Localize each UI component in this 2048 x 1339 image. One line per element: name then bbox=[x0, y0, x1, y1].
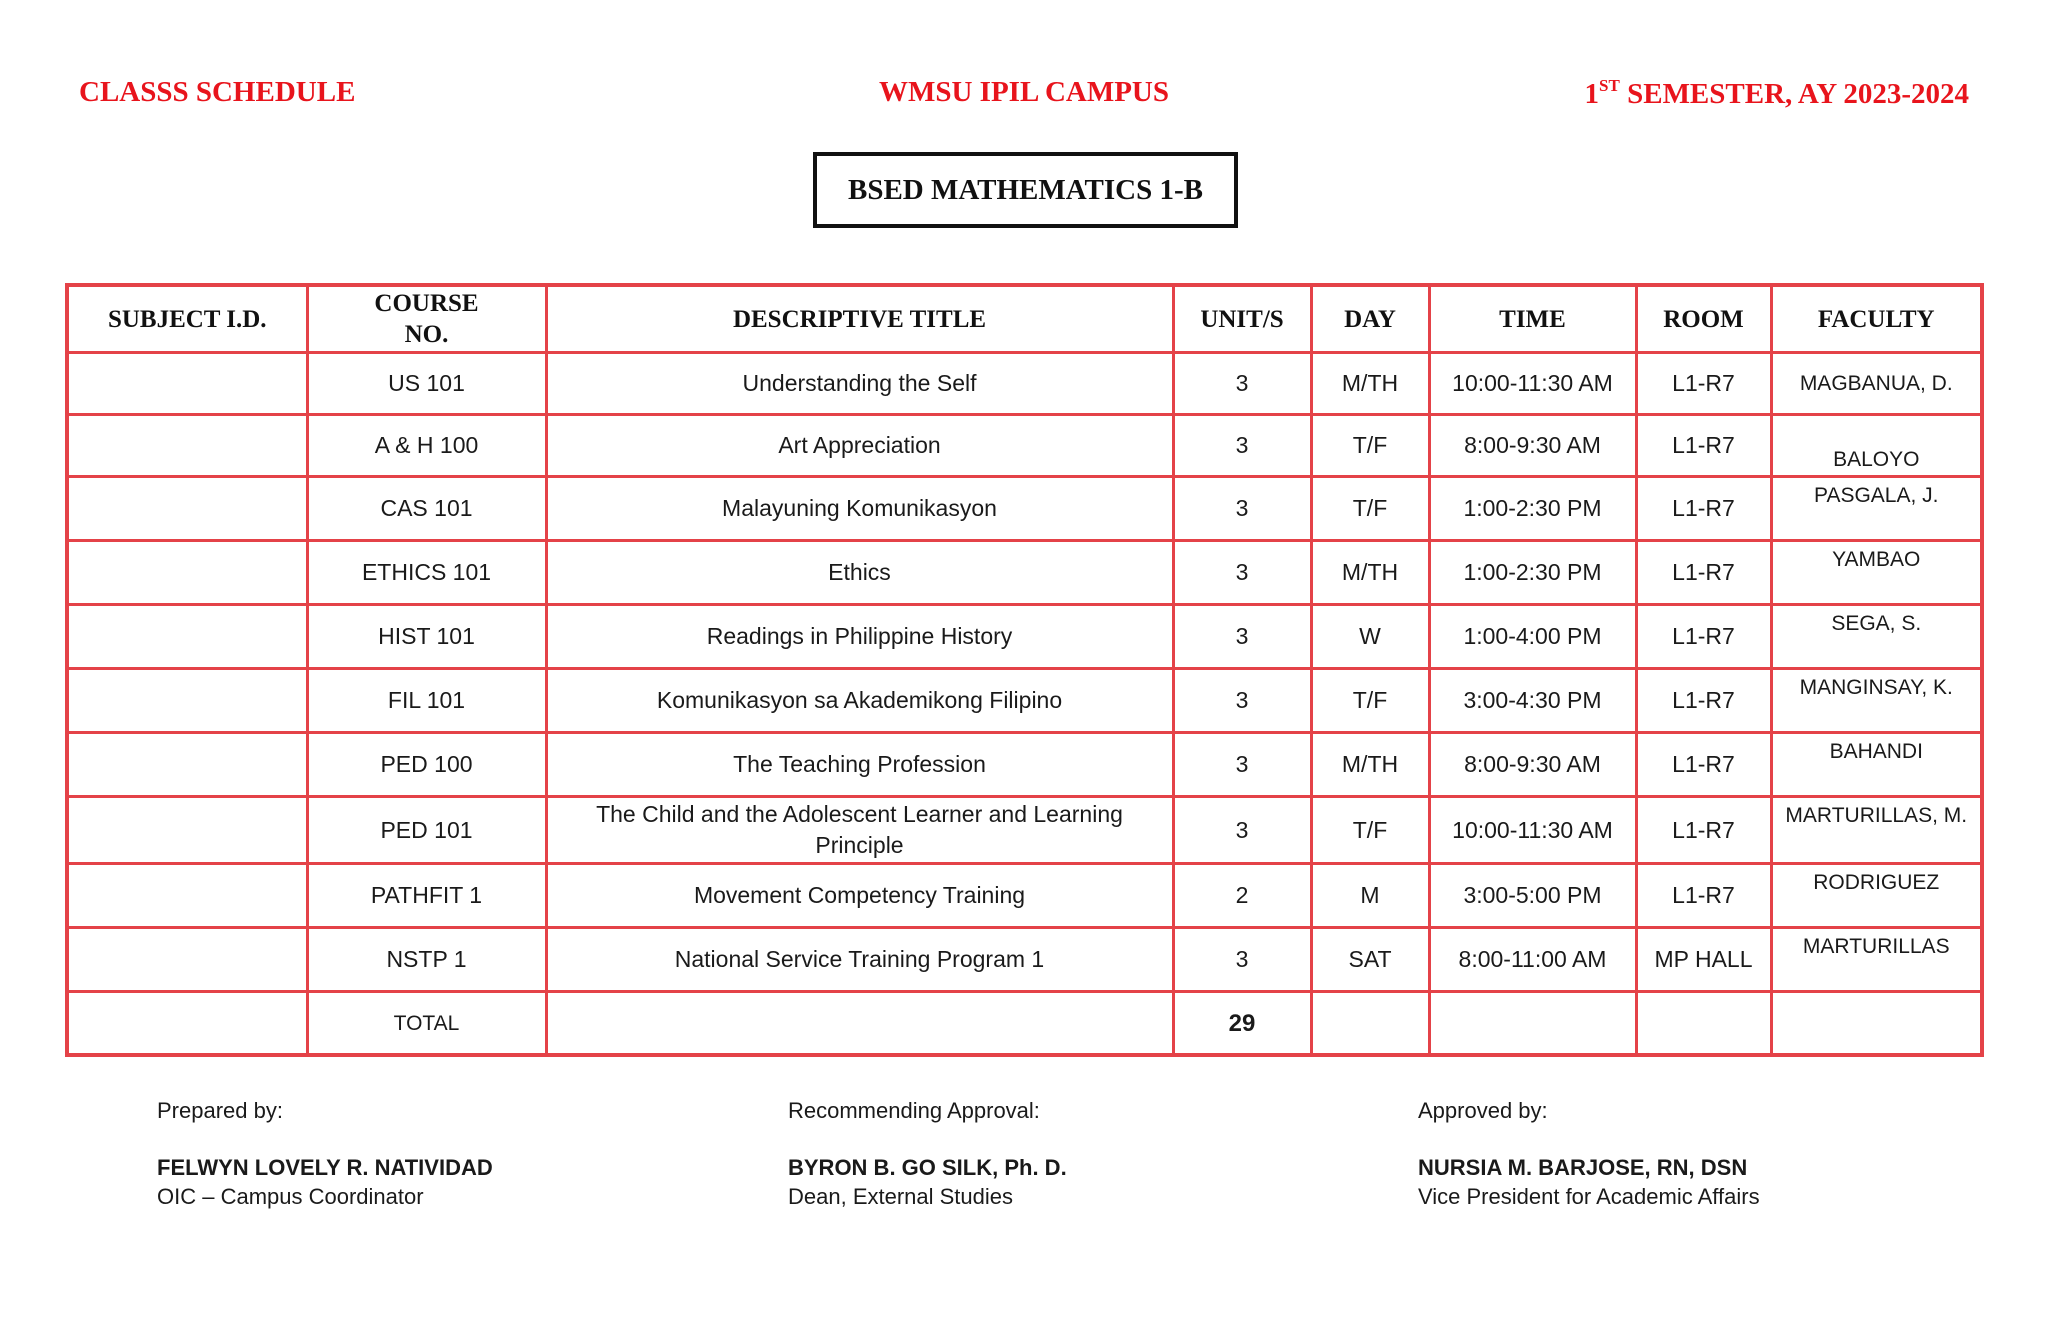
cell-course-no: HIST 101 bbox=[307, 605, 546, 669]
program-section-box bbox=[813, 152, 1238, 228]
cell-time: 1:00-2:30 PM bbox=[1429, 477, 1636, 541]
table-row bbox=[67, 415, 1982, 477]
cell-time: 10:00-11:30 AM bbox=[1429, 353, 1636, 415]
total-cell-faculty bbox=[1771, 992, 1982, 1056]
cell-title: Readings in Philippine History bbox=[546, 605, 1173, 669]
cell-title: The Teaching Profession bbox=[546, 733, 1173, 797]
cell-faculty: MARTURILLAS, M. bbox=[1771, 797, 1982, 864]
header-faculty: FACULTY bbox=[1771, 285, 1982, 353]
cell-room: L1-R7 bbox=[1636, 797, 1771, 864]
cell-faculty: MANGINSAY, K. bbox=[1771, 669, 1982, 733]
cell-title: The Child and the Adolescent Learner and Learning Principle bbox=[546, 797, 1173, 864]
total-cell-room bbox=[1636, 992, 1771, 1056]
table-row bbox=[67, 669, 1982, 733]
cell-title: Malayuning Komunikasyon bbox=[546, 477, 1173, 541]
cell-subject-id bbox=[67, 864, 307, 928]
cell-units: 3 bbox=[1173, 669, 1311, 733]
cell-time: 8:00-9:30 AM bbox=[1429, 415, 1636, 477]
cell-units: 3 bbox=[1173, 477, 1311, 541]
campus-name: WMSU IPIL CAMPUS bbox=[878, 76, 1169, 108]
cell-course-no: US 101 bbox=[307, 353, 546, 415]
cell-time: 8:00-11:00 AM bbox=[1429, 928, 1636, 992]
total-label bbox=[307, 992, 546, 1056]
cell-day: T/F bbox=[1311, 415, 1429, 477]
table-header-row bbox=[67, 285, 1982, 353]
table-row bbox=[67, 864, 1982, 928]
semester-ordinal: ST bbox=[1599, 76, 1620, 95]
cell-room: L1-R7 bbox=[1636, 353, 1771, 415]
cell-course-no: ETHICS 101 bbox=[307, 541, 546, 605]
cell-day: SAT bbox=[1311, 928, 1429, 992]
signatory-position: Vice President for Academic Affairs bbox=[1418, 1184, 1760, 1209]
cell-faculty: MAGBANUA, D. bbox=[1771, 353, 1982, 415]
header-course-no-line1: COURSE bbox=[374, 290, 479, 317]
cell-title: National Service Training Program 1 bbox=[546, 928, 1173, 992]
semester-label bbox=[1585, 76, 1969, 111]
cell-day: M/TH bbox=[1311, 541, 1429, 605]
cell-course-no: A & H 100 bbox=[307, 415, 546, 477]
cell-room: L1-R7 bbox=[1636, 605, 1771, 669]
cell-course-no: CAS 101 bbox=[307, 477, 546, 541]
cell-units: 3 bbox=[1173, 797, 1311, 864]
header-room: ROOM bbox=[1636, 285, 1771, 353]
header-subject-id: SUBJECT I.D. bbox=[67, 285, 307, 353]
cell-subject-id bbox=[67, 797, 307, 864]
signatory-name: NURSIA M. BARJOSE, RN, DSN bbox=[1418, 1155, 1748, 1180]
table-row bbox=[67, 928, 1982, 992]
semester-year: SEMESTER, AY 2023-2024 bbox=[1619, 78, 1969, 110]
table-row bbox=[67, 353, 1982, 415]
cell-faculty: BALOYO bbox=[1771, 415, 1982, 477]
cell-time: 10:00-11:30 AM bbox=[1429, 797, 1636, 864]
cell-room: L1-R7 bbox=[1636, 733, 1771, 797]
cell-title: Komunikasyon sa Akademikong Filipino bbox=[546, 669, 1173, 733]
document-title: CLASSS SCHEDULE bbox=[79, 76, 356, 108]
cell-faculty: YAMBAO bbox=[1771, 541, 1982, 605]
signatory-role: Recommending Approval: bbox=[788, 1098, 1040, 1123]
cell-units: 3 bbox=[1173, 541, 1311, 605]
cell-day: M/TH bbox=[1311, 733, 1429, 797]
cell-day: M/TH bbox=[1311, 353, 1429, 415]
cell-course-no: FIL 101 bbox=[307, 669, 546, 733]
cell-subject-id bbox=[67, 928, 307, 992]
total-cell-subject-id bbox=[67, 992, 307, 1056]
table-row bbox=[67, 477, 1982, 541]
signatory-position: Dean, External Studies bbox=[788, 1184, 1014, 1209]
header-course-no bbox=[307, 285, 546, 353]
signatory-recommending-approval bbox=[788, 1096, 1067, 1211]
cell-course-no: PATHFIT 1 bbox=[307, 864, 546, 928]
cell-title: Ethics bbox=[546, 541, 1173, 605]
cell-units: 3 bbox=[1173, 928, 1311, 992]
signatory-role: Approved by: bbox=[1418, 1098, 1548, 1123]
cell-room: L1-R7 bbox=[1636, 477, 1771, 541]
table-row bbox=[67, 733, 1982, 797]
cell-subject-id bbox=[67, 353, 307, 415]
signatory-role: Prepared by: bbox=[157, 1098, 283, 1123]
cell-course-no: NSTP 1 bbox=[307, 928, 546, 992]
cell-subject-id bbox=[67, 477, 307, 541]
semester-number: 1 bbox=[1584, 78, 1600, 110]
signatory-position: OIC – Campus Coordinator bbox=[157, 1184, 424, 1209]
table-row bbox=[67, 541, 1982, 605]
cell-time: 3:00-5:00 PM bbox=[1429, 864, 1636, 928]
class-schedule-table bbox=[65, 283, 1984, 1057]
cell-room: MP HALL bbox=[1636, 928, 1771, 992]
cell-day: T/F bbox=[1311, 477, 1429, 541]
header-descriptive-title: DESCRIPTIVE TITLE bbox=[546, 285, 1173, 353]
program-section-label: BSED MATHEMATICS 1-B bbox=[847, 173, 1204, 206]
total-row bbox=[67, 992, 1982, 1056]
cell-units: 3 bbox=[1173, 353, 1311, 415]
cell-units: 2 bbox=[1173, 864, 1311, 928]
total-cell-time bbox=[1429, 992, 1636, 1056]
header-day: DAY bbox=[1311, 285, 1429, 353]
signatory-name: BYRON B. GO SILK, Ph. D. bbox=[788, 1155, 1067, 1180]
cell-units: 3 bbox=[1173, 733, 1311, 797]
total-cell-day bbox=[1311, 992, 1429, 1056]
cell-units: 3 bbox=[1173, 415, 1311, 477]
cell-course-no: PED 101 bbox=[307, 797, 546, 864]
cell-title: Art Appreciation bbox=[546, 415, 1173, 477]
cell-room: L1-R7 bbox=[1636, 864, 1771, 928]
cell-subject-id bbox=[67, 541, 307, 605]
header-units: UNIT/S bbox=[1173, 285, 1311, 353]
signatory-prepared-by bbox=[157, 1096, 493, 1211]
signatory-name: FELWYN LOVELY R. NATIVIDAD bbox=[157, 1155, 493, 1180]
total-units bbox=[1173, 992, 1311, 1056]
cell-subject-id bbox=[67, 415, 307, 477]
cell-faculty: SEGA, S. bbox=[1771, 605, 1982, 669]
cell-units: 3 bbox=[1173, 605, 1311, 669]
cell-time: 8:00-9:30 AM bbox=[1429, 733, 1636, 797]
cell-faculty: BAHANDI bbox=[1771, 733, 1982, 797]
cell-title: Understanding the Self bbox=[546, 353, 1173, 415]
cell-faculty: RODRIGUEZ bbox=[1771, 864, 1982, 928]
cell-time: 1:00-2:30 PM bbox=[1429, 541, 1636, 605]
signatory-approved-by bbox=[1418, 1096, 1760, 1211]
cell-course-no: PED 100 bbox=[307, 733, 546, 797]
cell-day: W bbox=[1311, 605, 1429, 669]
cell-room: L1-R7 bbox=[1636, 415, 1771, 477]
total-cell-title bbox=[546, 992, 1173, 1056]
cell-time: 1:00-4:00 PM bbox=[1429, 605, 1636, 669]
cell-title: Movement Competency Training bbox=[546, 864, 1173, 928]
cell-day: M bbox=[1311, 864, 1429, 928]
header-time: TIME bbox=[1429, 285, 1636, 353]
cell-day: T/F bbox=[1311, 797, 1429, 864]
table-row bbox=[67, 605, 1982, 669]
cell-subject-id bbox=[67, 733, 307, 797]
cell-faculty: MARTURILLAS bbox=[1771, 928, 1982, 992]
header-course-no-line2: NO. bbox=[404, 321, 449, 348]
cell-day: T/F bbox=[1311, 669, 1429, 733]
total-label-text: TOTAL bbox=[393, 1012, 460, 1035]
cell-faculty: PASGALA, J. bbox=[1771, 477, 1982, 541]
table-row bbox=[67, 797, 1982, 864]
cell-subject-id bbox=[67, 669, 307, 733]
cell-room: L1-R7 bbox=[1636, 541, 1771, 605]
total-units-value: 29 bbox=[1228, 1009, 1256, 1037]
cell-subject-id bbox=[67, 605, 307, 669]
cell-time: 3:00-4:30 PM bbox=[1429, 669, 1636, 733]
cell-room: L1-R7 bbox=[1636, 669, 1771, 733]
